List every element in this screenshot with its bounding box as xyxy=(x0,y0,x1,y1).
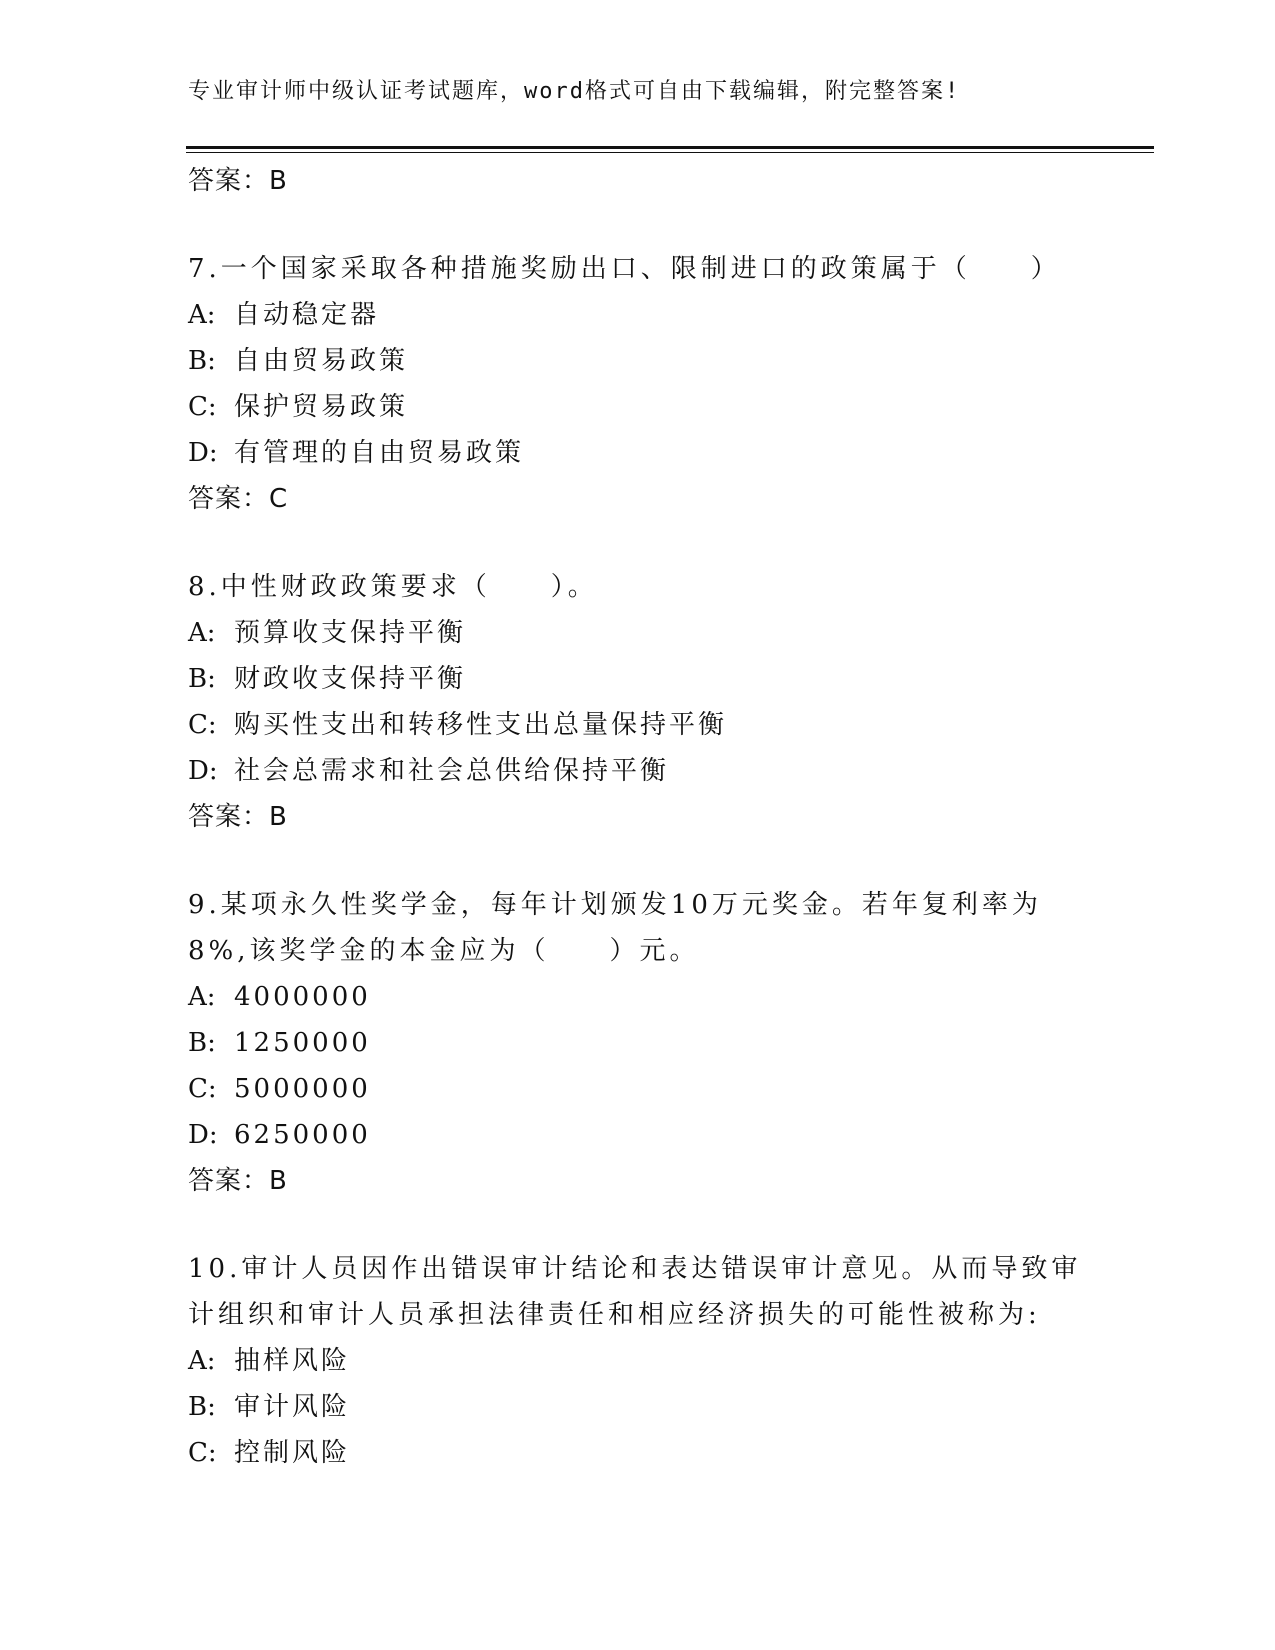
option-text: 6250000 xyxy=(234,1120,371,1150)
option-letter: A: xyxy=(188,1346,216,1376)
question-stem: 10.审计人员因作出错误审计结论和表达错误审计意见。从而导致审计组织和审计人员承担法律责任和相应经济损失的可能性被称为: xyxy=(188,1254,1082,1330)
answer-line: 答案：C xyxy=(188,484,289,514)
header-rule-thin xyxy=(186,152,1154,153)
option-letter: B: xyxy=(188,664,216,694)
option-b xyxy=(188,1384,1088,1430)
option-letter: B: xyxy=(188,1392,216,1422)
option-letter: C: xyxy=(188,1074,217,1104)
question-10 xyxy=(188,1246,1088,1476)
option-letter: B: xyxy=(188,346,216,376)
option-text: 控制风险 xyxy=(234,1438,351,1468)
option-text: 预算收支保持平衡 xyxy=(234,618,467,648)
answer-line: 答案：B xyxy=(188,166,288,196)
option-text: 购买性支出和转移性支出总量保持平衡 xyxy=(234,710,728,740)
option-text: 财政收支保持平衡 xyxy=(234,664,467,694)
question-9 xyxy=(188,882,1088,1204)
option-c xyxy=(188,702,1088,748)
option-letter: C: xyxy=(188,1438,217,1468)
option-c xyxy=(188,1430,1088,1476)
option-letter: C: xyxy=(188,392,217,422)
option-b xyxy=(188,1020,1088,1066)
option-letter: A: xyxy=(188,982,216,1012)
option-letter: D: xyxy=(188,1120,218,1150)
option-text: 保护贸易政策 xyxy=(234,392,409,422)
option-letter: B: xyxy=(188,1028,216,1058)
option-a xyxy=(188,1338,1088,1384)
option-a xyxy=(188,610,1088,656)
option-text: 4000000 xyxy=(234,982,371,1012)
option-text: 1250000 xyxy=(234,1028,371,1058)
question-8 xyxy=(188,564,1088,840)
option-letter: A: xyxy=(188,300,216,330)
option-letter: D: xyxy=(188,756,218,786)
answer-line: 答案：B xyxy=(188,1166,288,1196)
option-text: 审计风险 xyxy=(234,1392,351,1422)
header-rule-thick xyxy=(186,146,1154,149)
question-7 xyxy=(188,246,1088,522)
option-a xyxy=(188,974,1088,1020)
option-text: 抽样风险 xyxy=(234,1346,351,1376)
option-b xyxy=(188,338,1088,384)
option-text: 5000000 xyxy=(234,1074,371,1104)
page-header: 专业审计师中级认证考试题库，word格式可自由下载编辑，附完整答案! xyxy=(188,79,961,104)
question-stem: 9.某项永久性奖学金，每年计划颁发10万元奖金。若年复利率为8%,该奖学金的本金应为（ ）元。 xyxy=(188,890,1042,966)
option-text: 有管理的自由贸易政策 xyxy=(234,438,525,468)
option-letter: D: xyxy=(188,438,218,468)
option-c xyxy=(188,1066,1088,1112)
option-b xyxy=(188,656,1088,702)
option-text: 自动稳定器 xyxy=(234,300,380,330)
option-text: 自由贸易政策 xyxy=(234,346,409,376)
document-body xyxy=(188,158,1088,1476)
option-text: 社会总需求和社会总供给保持平衡 xyxy=(234,756,670,786)
option-letter: C: xyxy=(188,710,217,740)
question-stem: 7.一个国家采取各种措施奖励出口、限制进口的政策属于（ ） xyxy=(188,254,1061,284)
option-d xyxy=(188,430,1088,476)
answer-line: 答案：B xyxy=(188,802,288,832)
option-d xyxy=(188,748,1088,794)
option-a xyxy=(188,292,1088,338)
question-stem: 8.中性财政政策要求（ ）。 xyxy=(188,572,598,602)
option-letter: A: xyxy=(188,618,216,648)
option-c xyxy=(188,384,1088,430)
option-d xyxy=(188,1112,1088,1158)
